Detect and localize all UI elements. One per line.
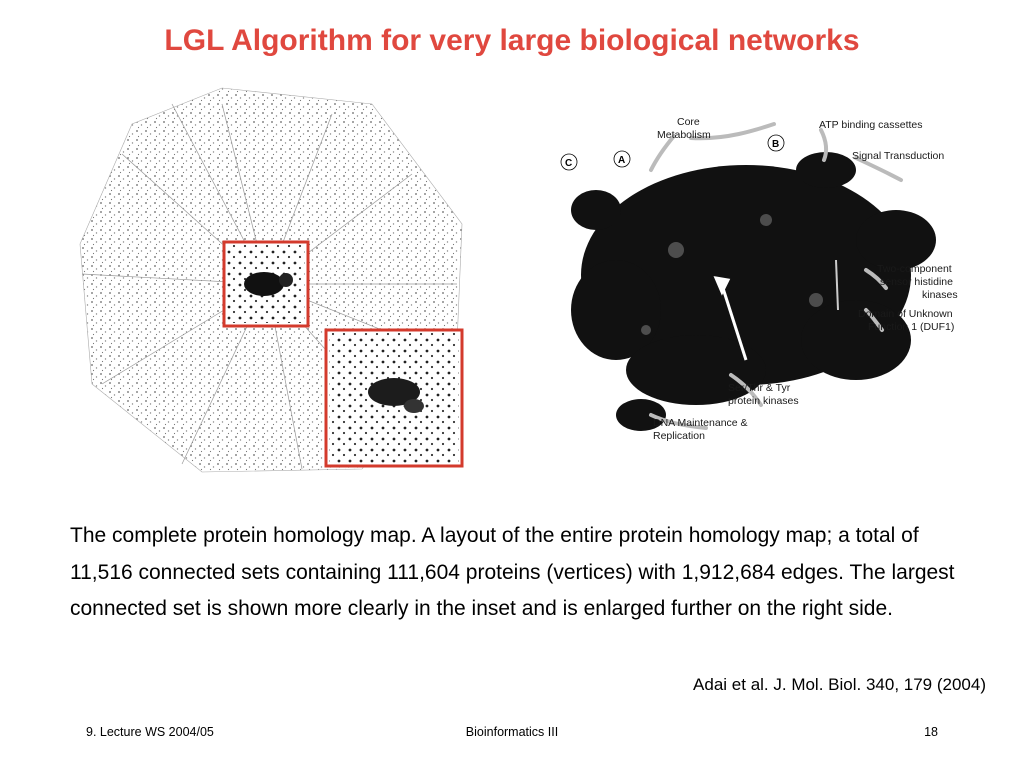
svg-text:Replication: Replication bbox=[653, 430, 705, 442]
footer-page-number: 18 bbox=[924, 725, 938, 739]
marker-b bbox=[768, 135, 784, 151]
label-signal-transduction: Signal Transduction bbox=[852, 150, 945, 162]
svg-text:Domain of Unknown: Domain of Unknown bbox=[858, 308, 953, 320]
label-core-metabolism bbox=[657, 116, 711, 141]
label-atp-binding: ATP binding cassettes bbox=[819, 119, 923, 131]
svg-text:sensor histidine: sensor histidine bbox=[880, 276, 953, 288]
svg-text:Core: Core bbox=[677, 116, 700, 128]
label-dna-maintenance bbox=[653, 417, 748, 442]
marker-a bbox=[614, 151, 630, 167]
svg-text:Function 1 (DUF1): Function 1 (DUF1) bbox=[868, 321, 955, 333]
svg-text:DNA Maintenance &: DNA Maintenance & bbox=[653, 417, 748, 429]
svg-text:Ser/Thr & Tyr: Ser/Thr & Tyr bbox=[728, 382, 791, 394]
svg-text:protein kinases: protein kinases bbox=[728, 395, 799, 407]
figure-caption: The complete protein homology map. A layout of the entire protein homology map; a total of 11,516 connected sets containing 111,604 proteins (vertices) with 1,912,684 edges. The largest connected set is shown more clearly in the inset and is enlarged further on the right side. bbox=[70, 524, 955, 620]
svg-text:Two-component: Two-component bbox=[877, 263, 952, 275]
marker-c bbox=[561, 154, 577, 170]
svg-text:C: C bbox=[565, 158, 573, 169]
connected-set-figure bbox=[556, 110, 976, 450]
svg-text:A: A bbox=[618, 155, 626, 166]
svg-text:B: B bbox=[772, 139, 780, 150]
footer-lecture: 9. Lecture WS 2004/05 bbox=[86, 725, 214, 739]
slide-title: LGL Algorithm for very large biological networks bbox=[164, 24, 860, 57]
svg-text:kinases: kinases bbox=[922, 289, 958, 301]
homology-map-figure bbox=[72, 84, 472, 476]
network-inset-box bbox=[326, 330, 462, 466]
svg-text:Metabolism: Metabolism bbox=[657, 129, 711, 141]
footer-course: Bioinformatics III bbox=[465, 725, 559, 739]
label-kinases bbox=[728, 382, 799, 407]
network-core-box bbox=[224, 242, 308, 326]
citation: Adai et al. J. Mol. Biol. 340, 179 (2004) bbox=[693, 675, 986, 694]
label-duf1 bbox=[858, 308, 954, 333]
